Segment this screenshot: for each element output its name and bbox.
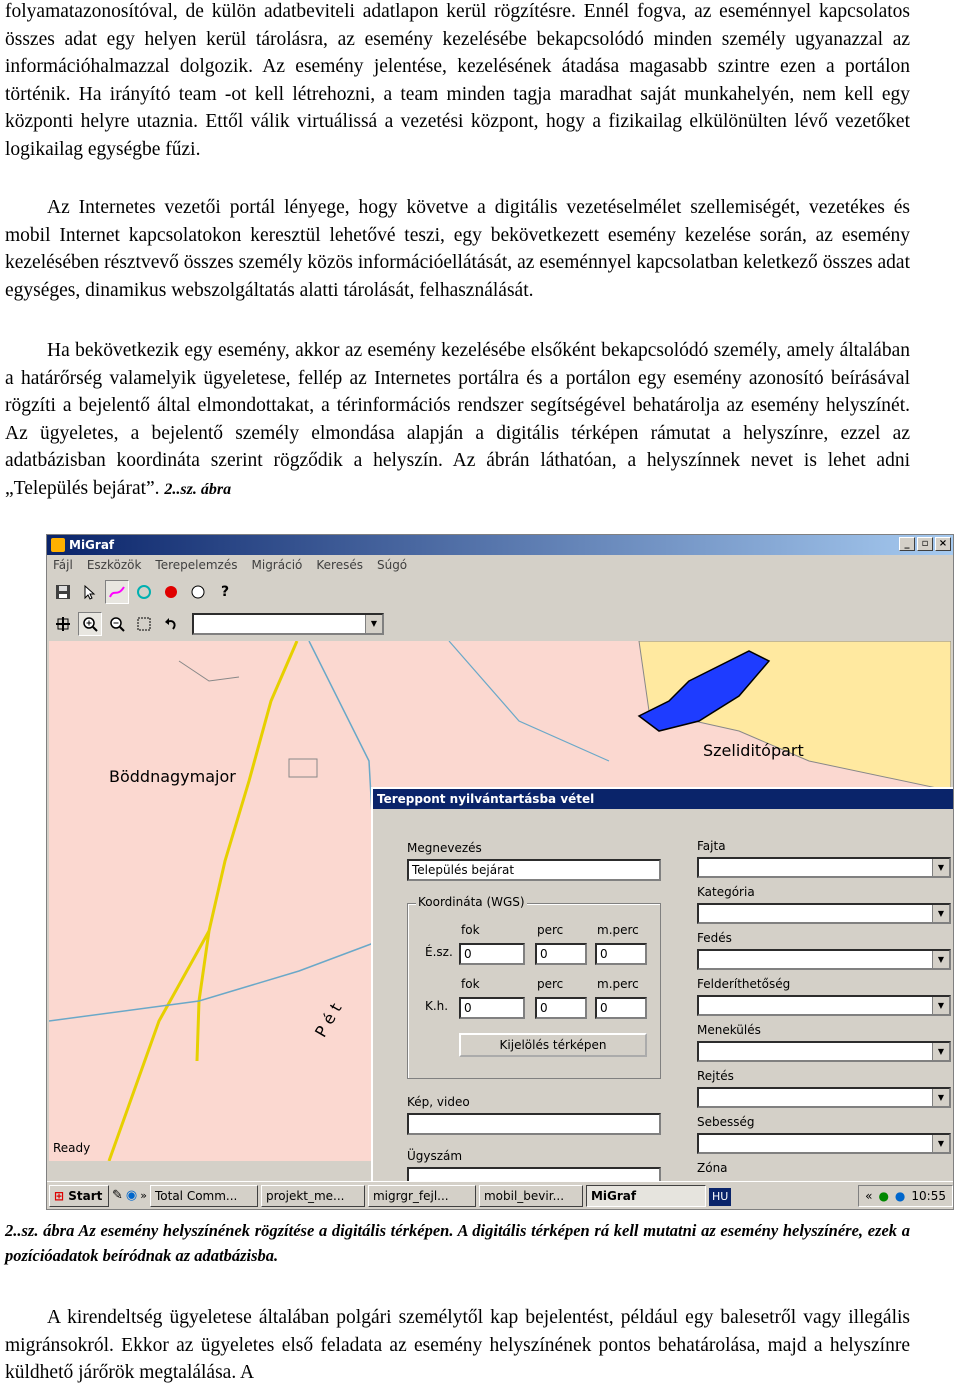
undo-icon[interactable] [159, 612, 183, 636]
place-label-szeliditopart: Szeliditópart [703, 741, 804, 760]
layer-combo[interactable] [192, 613, 384, 635]
start-label: Start [68, 1188, 103, 1203]
dialog-title: Tereppont nyilvántartásba vétel [373, 789, 953, 809]
map-road-main [197, 641, 297, 1061]
coordinate-group-title: Koordináta (WGS) [418, 895, 525, 909]
rejtes-select[interactable] [697, 1087, 951, 1108]
chevron-down-icon[interactable]: ▼ [932, 1089, 949, 1106]
task-migraf[interactable]: MiGraf [586, 1185, 706, 1207]
start-button[interactable] [49, 1185, 109, 1207]
esz-row-label: É.sz. [425, 945, 453, 959]
paragraph-intro: folyamatazonosítóval, de külön adatbeviteli adatlapon kerül rögzítésre. Ennél fogva, az eseménnyel kapcsolatos összes adat egy helyen kerül tárolásra, az esemény kezelésébe bekapcsolódó minden személy ugyanazzal az információhalmazzal dolgozik. Az esemény jelentése, kezelésének átadása magasabb szintre ezen a portálon történik. Ha irányító team -ot kell létrehozni, a team minden tagja maradhat saját munkahelyén, nem kell egy központi helyre utaznia. Ettől válik virtuálissá a vezetési központ, hogy a fizikailag elkülönülten lévő vezetőket logikailag egységbe fűzi. [5, 1, 910, 160]
menu-tools[interactable]: Eszközök [86, 558, 142, 572]
chevron-down-icon[interactable]: ▼ [932, 1135, 949, 1152]
task-migrgr[interactable]: migrgr_fejl... [368, 1185, 476, 1207]
rejtes-label: Rejtés [697, 1069, 734, 1083]
name-field[interactable]: Település bejárat [407, 859, 661, 881]
esz-perc-header: perc [537, 923, 564, 937]
taskbar [47, 1181, 953, 1209]
map-building [289, 759, 317, 777]
paragraph-event-text: Ha bekövetkezik egy esemény, akkor az esemény kezelésébe elsőként bekapcsolódó személy, amely általában a határőrség valamelyik ügyeletese, fellép az Internetes portálra és a portálon egy esemény azonosító beírásával rögzíti a bejelentő által elmondottakat, a térinformációs rendszer segítségével behatárolja az esemény helyszínét. Az ügyeletes, a bejelentő személy elmondása alapján a digitális térképen rámutat a helyszínre, ezzel az adatbázisban koordináta szerint rögződik a helyszín. Az ábrán láthatóan, a helyszínnek nevet is lehet adni „Település bejárat”. [5, 340, 910, 499]
cyan-point-icon[interactable] [132, 580, 156, 604]
help-icon[interactable]: ? [220, 584, 230, 600]
window-title: MiGraf [69, 538, 115, 552]
menu-help[interactable]: Súgó [376, 558, 408, 572]
volume-icon: ● [894, 1188, 906, 1203]
task-projekt[interactable]: projekt_me... [261, 1185, 365, 1207]
paragraph-event [5, 337, 910, 504]
select-icon[interactable] [78, 580, 102, 604]
media-field[interactable] [407, 1113, 661, 1135]
zoom-box-icon[interactable] [132, 612, 156, 636]
chevron-down-icon[interactable]: ▼ [365, 615, 382, 633]
status-text: Ready [53, 1141, 91, 1155]
place-label-boddnagymajor: Böddnagymajor [109, 767, 236, 786]
quicklaunch-icon[interactable]: ✎ [112, 1188, 123, 1203]
kategoria-label: Kategória [697, 885, 755, 899]
menu-bar [47, 555, 953, 575]
map-stream-3 [449, 641, 609, 761]
menu-file[interactable]: Fájl [53, 558, 73, 572]
windows-logo-icon: ⊞ [54, 1188, 65, 1203]
map-road-secondary [109, 931, 209, 1161]
browser-icon[interactable]: ◉ [125, 1188, 138, 1203]
name-label: Megnevezés [407, 841, 482, 855]
restore-button[interactable]: ▫ [917, 537, 933, 551]
zoom-out-icon[interactable] [105, 612, 129, 636]
chevron-down-icon[interactable]: ▼ [932, 905, 949, 922]
task-total-commander[interactable]: Total Comm... [150, 1185, 258, 1207]
migraf-screenshot [46, 534, 954, 1210]
chevron-down-icon[interactable]: ▼ [932, 1043, 949, 1060]
road-label: P é t [311, 999, 346, 1041]
more-icon[interactable]: » [140, 1189, 147, 1202]
sebesseg-select[interactable] [697, 1133, 951, 1154]
kh-perc-field[interactable]: 0 [535, 997, 587, 1019]
menekules-label: Menekülés [697, 1023, 761, 1037]
fedes-label: Fedés [697, 931, 732, 945]
kh-perc-header: perc [537, 977, 564, 991]
chevron-down-icon[interactable]: ▼ [932, 859, 949, 876]
fedes-select[interactable] [697, 949, 951, 970]
kh-fok-header: fok [461, 977, 480, 991]
menekules-select[interactable] [697, 1041, 951, 1062]
kh-row-label: K.h. [425, 999, 449, 1013]
figure-reference: 2..sz. ábra [164, 480, 232, 498]
esz-fok-header: fok [461, 923, 480, 937]
clock: 10:55 [911, 1188, 946, 1203]
language-indicator[interactable]: HU [709, 1188, 731, 1206]
fajta-select[interactable] [697, 857, 951, 878]
kh-fok-field[interactable]: 0 [459, 997, 525, 1019]
fajta-label: Fajta [697, 839, 726, 853]
sebesseg-label: Sebesség [697, 1115, 755, 1129]
tray-chevron-icon[interactable]: « [865, 1188, 873, 1203]
kh-mperc-field[interactable]: 0 [595, 997, 647, 1019]
system-tray [858, 1185, 953, 1207]
esz-fok-field[interactable]: 0 [459, 943, 525, 965]
pan-icon[interactable] [51, 612, 75, 636]
toolbar-main [51, 579, 237, 605]
kategoria-select[interactable] [697, 903, 951, 924]
menu-terrain[interactable]: Terepelemzés [155, 558, 238, 572]
tereppont-dialog [371, 787, 954, 1187]
esz-perc-field[interactable]: 0 [535, 943, 587, 965]
menu-search[interactable]: Keresés [316, 558, 363, 572]
media-label: Kép, video [407, 1095, 470, 1109]
menu-migration[interactable]: Migráció [251, 558, 303, 572]
save-icon[interactable] [51, 580, 75, 604]
red-point-icon[interactable] [159, 580, 183, 604]
felderithetoseg-select[interactable] [697, 995, 951, 1016]
paragraph-portal: Az Internetes vezetői portál lényege, hogy követve a digitális vezetéselmélet szellemiségét, vezetékes és mobil Internet kapcsolatokon keresztül lehetővé teszi, egy bekövetkezett esemény kezelése során, az esemény kezelésében résztvevő összes személy közös információellátását, az eseménnyel kapcsolatban keletkező összes adat egységes, dinamikus webszolgáltatás alatti tárolását, felhasználását. [5, 197, 910, 301]
paragraph-duty-officer: A kirendeltség ügyeletese általában polgári személytől kap bejelentést, például egy balesetről vagy illegális migránsokról. Ekkor az ügyeletes első feladata az esemény helyszínének pontos behatárolása, majd a helyszínre küldhető járőrök megtalálása. A [5, 1307, 910, 1384]
zoom-in-icon[interactable] [78, 612, 102, 636]
window-titlebar [47, 535, 953, 555]
kh-mperc-header: m.perc [597, 977, 639, 991]
esz-mperc-field[interactable]: 0 [595, 943, 647, 965]
line-draw-icon[interactable] [105, 580, 129, 604]
map-stream-2 [309, 641, 379, 941]
white-point-icon[interactable] [186, 580, 210, 604]
case-number-label: Ügyszám [407, 1149, 463, 1163]
figure-caption: 2..sz. ábra Az esemény helyszínének rögzítése a digitális térképen. A digitális térképen rá kell mutatni az esemény helyszínére, ezek a pozícióadatok beíródnak az adatbázisba. [5, 1221, 910, 1265]
esz-mperc-header: m.perc [597, 923, 639, 937]
toolbar-map [51, 611, 384, 637]
felderithetoseg-label: Felderíthetőség [697, 977, 791, 991]
network-icon: ● [878, 1188, 889, 1203]
chevron-down-icon[interactable]: ▼ [932, 997, 949, 1014]
app-icon [51, 538, 65, 552]
task-mobil[interactable]: mobil_bevir... [479, 1185, 583, 1207]
map-boundary [179, 661, 239, 681]
pick-on-map-button[interactable]: Kijelölés térképen [459, 1033, 647, 1057]
minimize-button[interactable]: _ [899, 537, 915, 551]
chevron-down-icon[interactable]: ▼ [932, 951, 949, 968]
zona-label: Zóna [697, 1161, 728, 1175]
close-button[interactable]: × [935, 537, 951, 551]
